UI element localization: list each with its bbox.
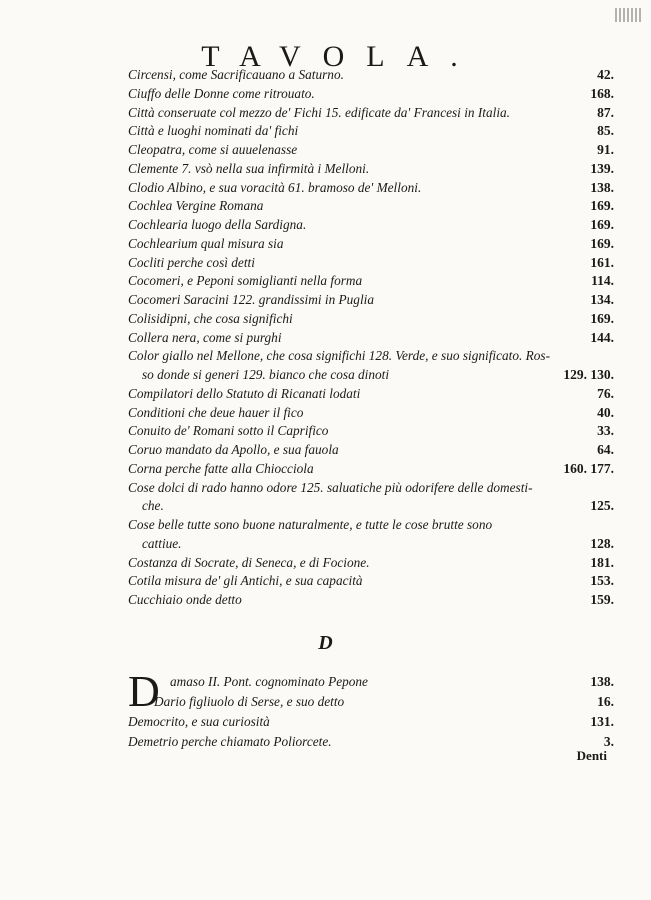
entry-page-number: 169. — [590, 310, 614, 326]
index-entry — [128, 141, 614, 160]
index-entry — [128, 160, 614, 179]
entry-page-number: 91. — [597, 142, 614, 157]
entry-text: Color giallo nel Mellone, che cosa significhi 128. Verde, e suo significato. Ros- — [128, 348, 550, 364]
entry-text: cattiue. — [142, 535, 182, 551]
entry-text: Cleopatra, come si auuelenasse — [128, 142, 298, 157]
index-entry — [128, 692, 614, 712]
index-entry — [128, 516, 614, 535]
section-letter: D — [318, 632, 333, 654]
entry-page-number: 169. — [590, 235, 614, 251]
entry-page-number: 159. — [590, 592, 614, 607]
entry-page-number: 169. — [590, 198, 614, 214]
index-entry — [128, 385, 614, 404]
entry-text: Circensi, come Sacrificauano a Saturno. — [128, 67, 344, 82]
index-entries — [128, 66, 614, 610]
index-entry — [128, 366, 614, 385]
entry-page-number: 76. — [597, 385, 614, 401]
index-entry — [128, 329, 614, 348]
entry-text: Conditioni che deue hauer il fico — [128, 404, 304, 420]
entry-page-number: 87. — [597, 104, 614, 120]
entry-text: Cochlearium qual misura sia — [128, 235, 284, 251]
entry-text: Città e luoghi nominati da' fichi — [128, 123, 299, 139]
entry-page-number: 64. — [597, 442, 614, 457]
entry-page-number: 114. — [591, 273, 614, 289]
entry-text: Democrito, e sua curiosità — [128, 714, 270, 729]
index-entry — [128, 310, 614, 329]
index-entry — [128, 460, 614, 479]
entry-text: Cocomeri, e Peponi somiglianti nella forma — [128, 273, 363, 289]
entry-text: amaso II. Pont. cognominato Pepone — [170, 674, 368, 689]
entry-page-number: 42. — [597, 67, 614, 82]
entry-text: Cocliti perche così detti — [128, 254, 255, 270]
entry-page-number: 153. — [590, 573, 614, 589]
entry-page-number: 16. — [597, 694, 614, 709]
index-entry — [128, 441, 614, 460]
index-entry — [128, 254, 614, 273]
index-entry — [128, 122, 614, 141]
entry-page-number: 168. — [590, 85, 614, 101]
entry-text: Demetrio perche chiamato Poliorcete. — [128, 734, 332, 749]
dropcap: D — [128, 667, 160, 716]
entry-text: Cose dolci di rado hanno odore 125. saluatiche più odorifere delle domesti- — [128, 479, 533, 495]
index-entry — [128, 291, 614, 310]
entry-text: che. — [142, 498, 164, 514]
entry-page-number: 129. 130. — [563, 367, 614, 382]
catchword: Denti — [576, 748, 607, 763]
entry-page-number: 138. — [590, 674, 614, 689]
entry-text: Città conseruate col mezzo de' Fichi 15. edificate da' Francesi in Italia. — [128, 104, 510, 120]
entry-text: Cochlea Vergine Romana — [128, 198, 264, 214]
index-entry — [128, 732, 614, 752]
entry-text: Cocomeri Saracini 122. grandissimi in Puglia — [128, 292, 374, 307]
entry-text: Corna perche fatte alla Chiocciola — [128, 460, 314, 476]
index-entry — [128, 347, 614, 366]
entry-text: Cotila misura de' gli Antichi, e sua capacità — [128, 573, 363, 589]
index-entry — [128, 572, 614, 591]
index-entry — [128, 672, 614, 692]
index-entry — [128, 479, 614, 498]
entry-page-number: 40. — [597, 404, 614, 420]
entry-text: Colisidipni, che cosa significhi — [128, 310, 293, 326]
entry-page-number: 125. — [590, 498, 614, 514]
index-entry — [128, 235, 614, 254]
entry-text: Cose belle tutte sono buone naturalmente, e tutte le cose brutte sono — [128, 517, 493, 532]
entry-page-number: 134. — [590, 292, 614, 307]
index-entry — [128, 554, 614, 573]
index-entry — [128, 66, 614, 85]
page-title: TAVOLA. — [201, 40, 480, 73]
index-entry — [128, 591, 614, 610]
entry-page-number: 3. — [603, 734, 614, 749]
entry-text: Coruo mandato da Apollo, e sua fauola — [128, 442, 339, 457]
entry-page-number: 161. — [590, 254, 614, 270]
entry-text: Compilatori dello Statuto di Ricanati lodati — [128, 385, 361, 401]
index-entry — [128, 179, 614, 198]
index-entry — [128, 216, 614, 235]
entry-text: Clemente 7. vsò nella sua infirmità i Melloni. — [128, 160, 370, 176]
entry-page-number: 160. 177. — [563, 460, 614, 476]
entry-page-number: 144. — [590, 329, 614, 345]
entry-page-number: 181. — [590, 554, 614, 570]
d-section — [128, 667, 614, 752]
entry-page-number: 139. — [590, 160, 614, 176]
index-entry — [128, 404, 614, 423]
entry-page-number: 85. — [597, 123, 614, 139]
index-entry — [128, 272, 614, 291]
entry-text: so donde si generi 129. bianco che cosa dinoti — [142, 367, 390, 382]
entry-text: Cucchiaio onde detto — [128, 592, 242, 607]
entry-page-number: 131. — [590, 714, 614, 729]
index-entry — [128, 535, 614, 554]
entry-text: Clodio Albino, e sua voracità 61. bramoso de' Melloni. — [128, 179, 422, 195]
entry-text: Dario figliuolo di Serse, e suo detto — [154, 694, 345, 709]
index-entry — [128, 497, 614, 516]
entry-text: Costanza di Socrate, di Seneca, e di Focione. — [128, 554, 370, 570]
index-entry — [128, 104, 614, 123]
index-entry — [128, 85, 614, 104]
entry-text: Cochlearia luogo della Sardigna. — [128, 217, 307, 232]
index-entry — [128, 197, 614, 216]
entry-text: Conuito de' Romani sotto il Caprifico — [128, 423, 329, 439]
entry-page-number: 138. — [590, 179, 614, 195]
entry-text: Ciuffo delle Donne come ritrouato. — [128, 85, 315, 101]
entry-page-number: 128. — [590, 535, 614, 551]
page-corner-mark — [615, 8, 641, 22]
index-entry — [128, 422, 614, 441]
entry-page-number: 169. — [590, 217, 614, 232]
entry-text: Collera nera, come si purghi — [128, 329, 282, 345]
entry-page-number: 33. — [597, 423, 614, 439]
index-entry — [128, 712, 614, 732]
